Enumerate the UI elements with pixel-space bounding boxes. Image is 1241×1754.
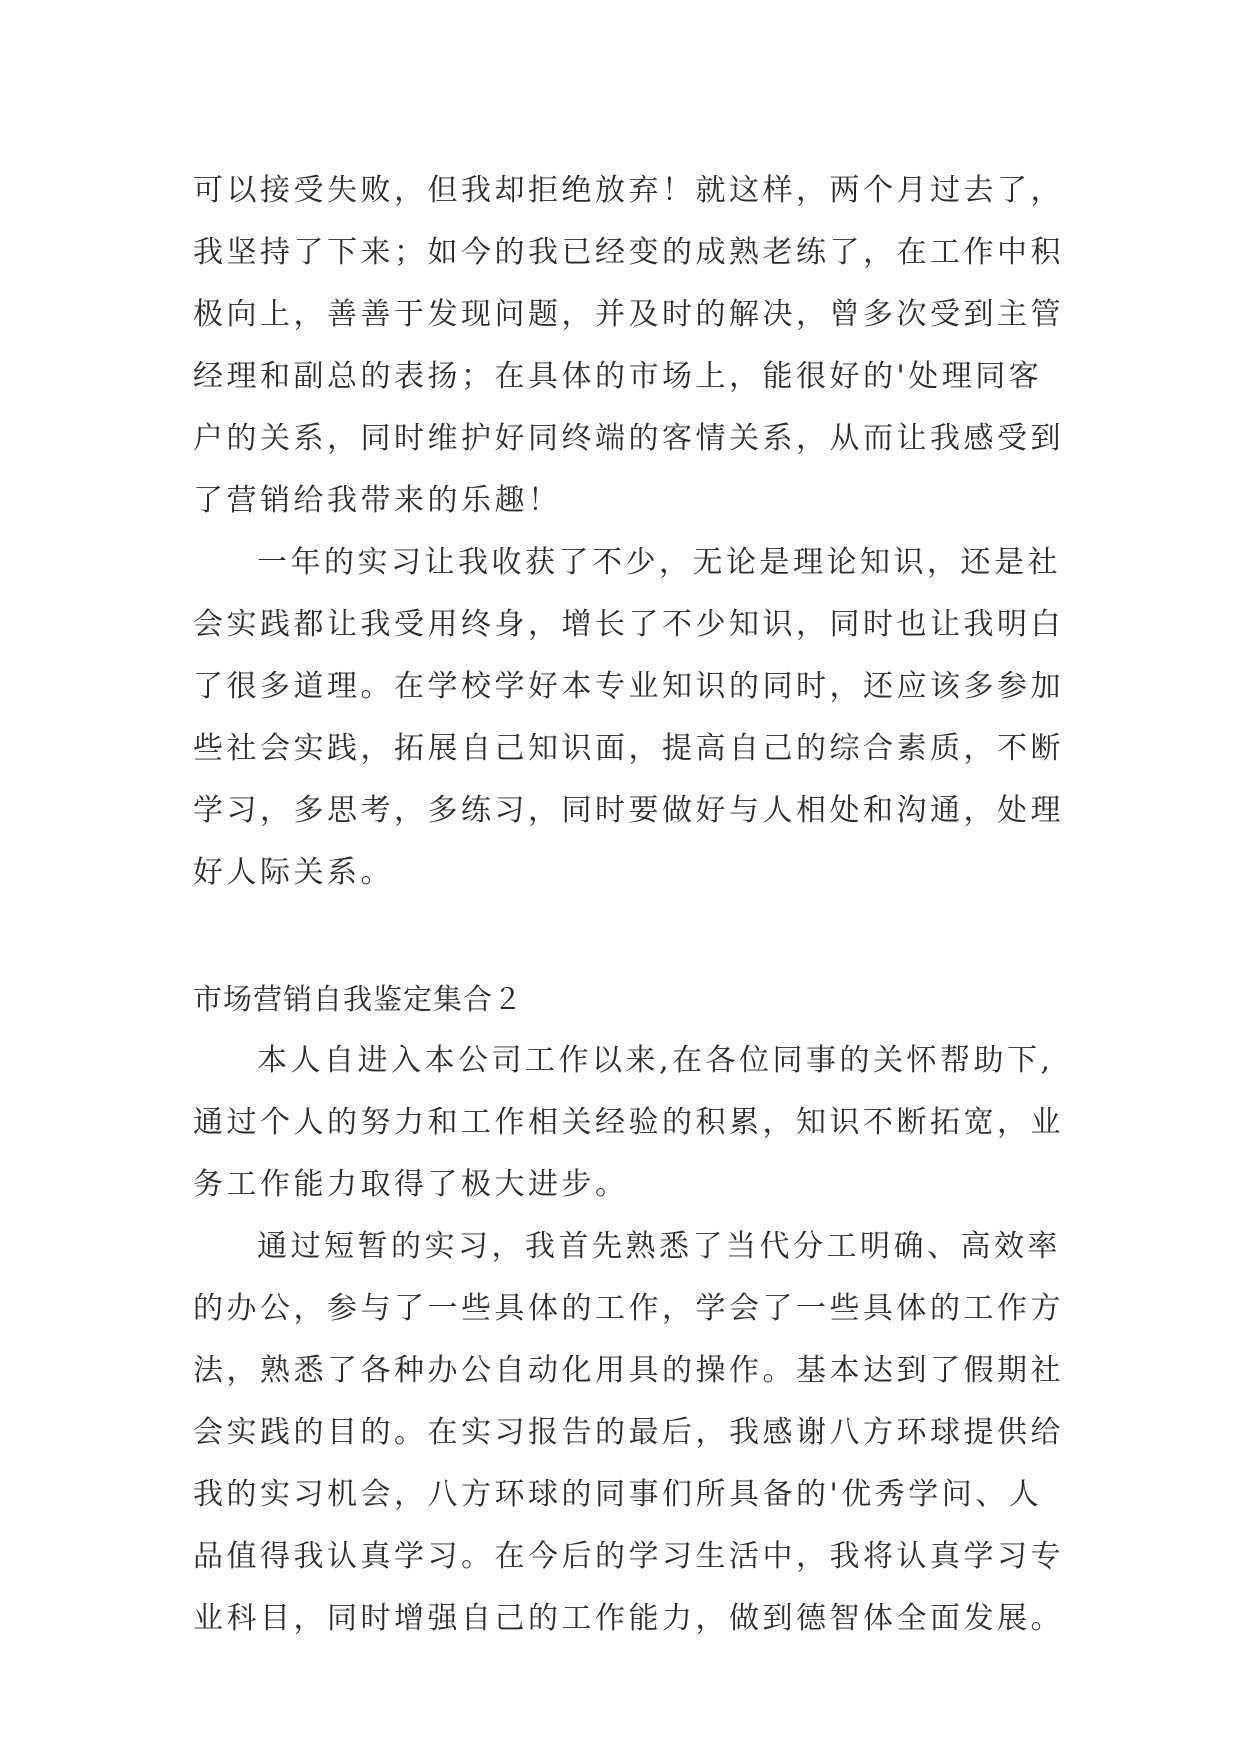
text-line: 法，熟悉了各种办公自动化用具的操作。基本达到了假期社 <box>193 1353 1064 1388</box>
text-line: 好人际关系。 <box>193 855 394 890</box>
text-line: 务工作能力取得了极大进步。 <box>193 1167 629 1202</box>
text-line: 的办公，参与了一些具体的工作，学会了一些具体的工作方 <box>193 1291 1064 1326</box>
paragraph <box>193 532 1093 904</box>
text-line: 学习，多思考，多练习，同时要做好与人相处和沟通，处理 <box>193 793 1064 828</box>
text-line: 了营销给我带来的乐趣！ <box>193 483 562 518</box>
text-line: 通过短暂的实习，我首先熟悉了当代分工明确、高效率 <box>257 1229 1061 1264</box>
text-line: 品值得我认真学习。在今后的学习生活中，我将认真学习专 <box>193 1539 1064 1574</box>
text-line: 极向上，善善于发现问题，并及时的解决，曾多次受到主管 <box>193 297 1064 332</box>
text-line: 我坚持了下来；如今的我已经变的成熟老练了，在工作中积 <box>193 235 1064 270</box>
section-gap <box>193 904 1093 968</box>
text-line: 本人自进入本公司工作以来,在各位同事的关怀帮助下, <box>257 1043 1054 1078</box>
paragraph <box>193 1216 1093 1650</box>
paragraph <box>193 1030 1093 1216</box>
text-line: 通过个人的努力和工作相关经验的积累，知识不断拓宽，业 <box>193 1105 1064 1140</box>
text-line: 些社会实践，拓展自己知识面，提高自己的综合素质，不断 <box>193 731 1064 766</box>
text-line: 一年的实习让我收获了不少，无论是理论知识，还是社 <box>257 545 1061 580</box>
text-line: 可以接受失败，但我却拒绝放弃！就这样，两个月过去了， <box>193 173 1064 208</box>
text-line: 经理和副总的表扬；在具体的市场上，能很好的'处理同客 <box>193 359 1043 394</box>
text-line: 会实践的目的。在实习报告的最后，我感谢八方环球提供给 <box>193 1415 1064 1450</box>
text-line: 户的关系，同时维护好同终端的客情关系，从而让我感受到 <box>193 421 1064 456</box>
document-body <box>193 160 1093 1650</box>
text-line: 业科目，同时增强自己的工作能力，做到德智体全面发展。 <box>193 1601 1064 1636</box>
text-line: 了很多道理。在学校学好本专业知识的同时，还应该多参加 <box>193 669 1064 704</box>
text-line: 我的实习机会，八方环球的同事们所具备的'优秀学问、人 <box>193 1477 1043 1512</box>
text-line: 会实践都让我受用终身，增长了不少知识，同时也让我明白 <box>193 607 1064 642</box>
section-title: 市场营销自我鉴定集合２ <box>193 982 524 1016</box>
paragraph <box>193 160 1093 532</box>
